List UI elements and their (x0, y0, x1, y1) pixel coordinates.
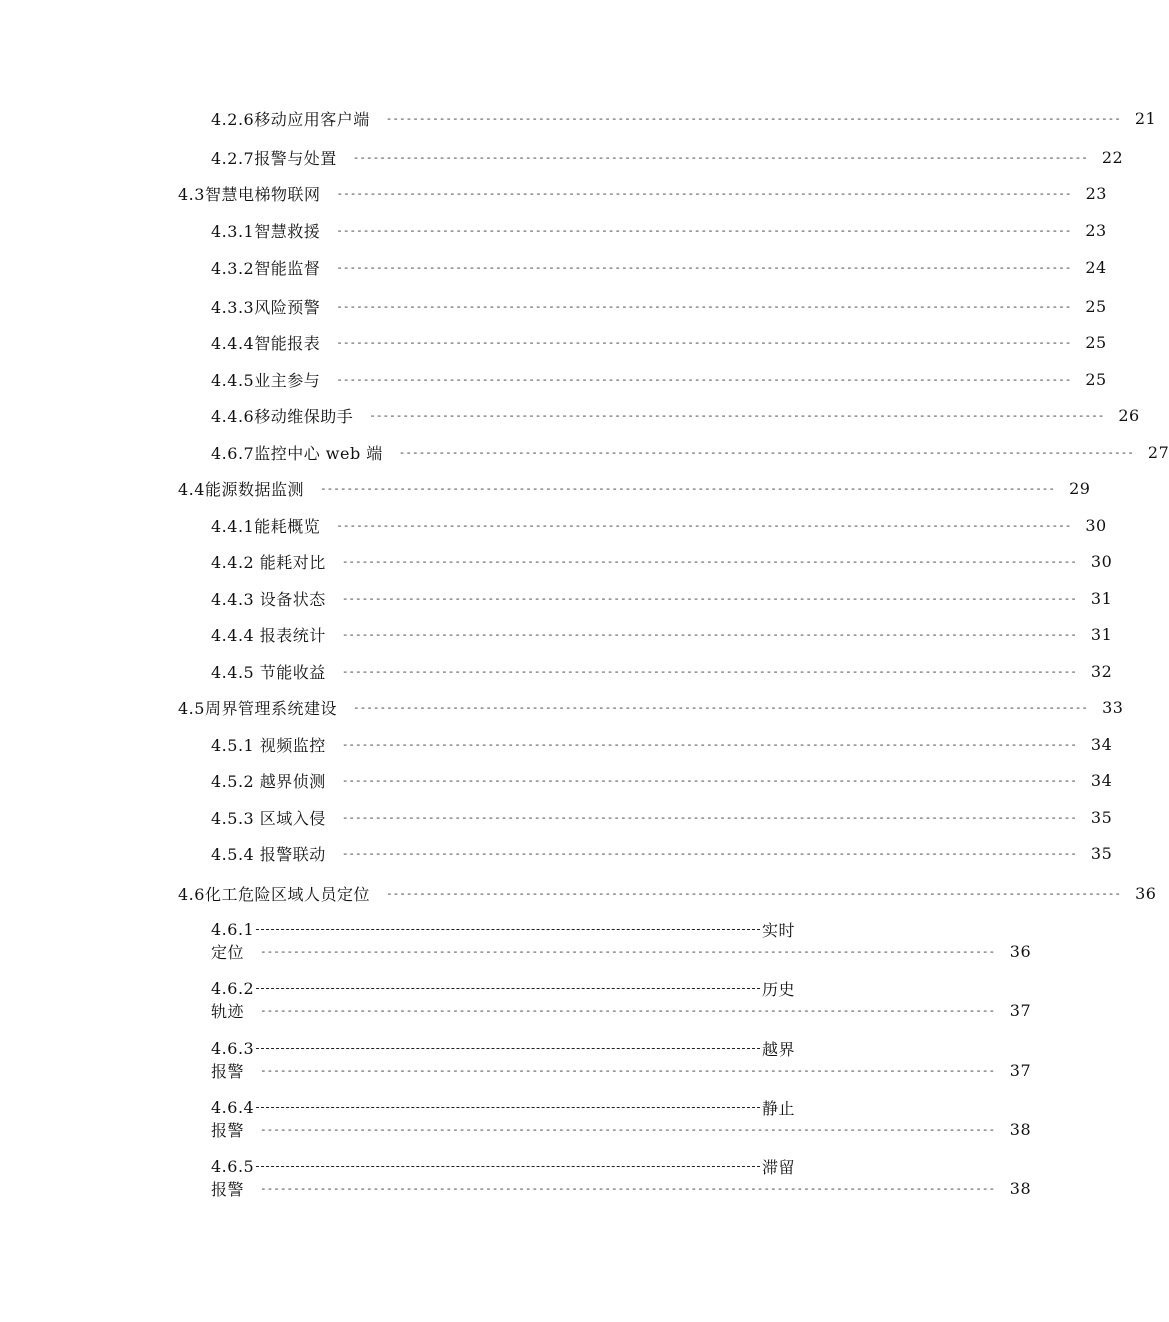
toc-page-number: 25 (1085, 332, 1107, 352)
toc-wrapped-entry[interactable] (211, 1155, 1032, 1199)
toc-page-number: 30 (1090, 551, 1113, 571)
toc-entry-title-part2: 报警 (211, 1179, 245, 1199)
toc-page-number: 35 (1090, 807, 1113, 827)
toc-leader: --------------------------------------------------------------------------------------------------------------- (336, 260, 1072, 274)
toc-entry[interactable] (211, 733, 1113, 755)
toc-leader: --------------------------------------------------------------------------------------------------------------- (336, 186, 1072, 200)
toc-page-number: 25 (1085, 369, 1107, 389)
toc-leader: --------------------------------------------------------------------------------------------------------------- (385, 111, 1121, 125)
toc-entry-title: 4.3智慧电梯物联网 (178, 184, 321, 204)
toc-leader: --------------------------------------------------------------------------------------------------------------- (336, 518, 1072, 532)
toc-entry[interactable] (211, 806, 1113, 828)
toc-leader: --------------------------------------------------------------------------------------------------------------- (260, 1122, 996, 1136)
toc-leader: --------------------------------------------------------------------------------------------------------------- (336, 335, 1072, 349)
toc-entry-title-part1: 越界 (761, 1039, 795, 1059)
toc-entry-number: 4.6.4 (211, 1097, 255, 1117)
toc-page-number: 34 (1090, 770, 1113, 790)
toc-entry-title: 4.6.7监控中心 web 端 (211, 443, 383, 463)
toc-entry[interactable] (211, 256, 1107, 278)
toc-page-number: 27 (1147, 442, 1169, 462)
toc-page-number: 34 (1090, 734, 1113, 754)
toc-leader: --------------------------------------------------------------------------------------------------------------- (385, 886, 1122, 900)
toc-page-number: 29 (1069, 478, 1091, 498)
toc-page-number: 38 (1009, 1119, 1032, 1139)
toc-entry[interactable] (211, 107, 1157, 129)
toc-entry[interactable] (211, 769, 1113, 791)
toc-leader: --------------------------------------------------------------------------------------------------------------- (341, 810, 1077, 824)
toc-entry-title: 4.6化工危险区域人员定位 (178, 884, 370, 904)
toc-page-number: 31 (1090, 588, 1113, 608)
toc-entry[interactable] (211, 623, 1113, 645)
toc-page-number: 32 (1090, 661, 1113, 681)
toc-entry-title: 4.4.1能耗概览 (211, 516, 321, 536)
toc-entry[interactable] (211, 587, 1113, 609)
toc-entry-title-part2: 报警 (211, 1061, 245, 1081)
toc-entry[interactable] (211, 404, 1140, 426)
toc-entry-title: 4.5.1 视频监控 (211, 735, 326, 755)
toc-wrapped-entry[interactable] (211, 1037, 1032, 1081)
toc-entry[interactable] (211, 514, 1107, 536)
toc-leader: --------------------------------------------------------------------------------------------------------------- (341, 737, 1077, 751)
toc-entry-title: 4.4.5 节能收益 (211, 662, 326, 682)
toc-section-entry[interactable] (178, 882, 1157, 904)
toc-leader: --------------------------------------------------------------------------------------------------------------- (352, 150, 1088, 164)
toc-entry[interactable] (211, 219, 1107, 241)
toc-leader: --------------------------------------------------------------------------------------------------------------- (260, 1063, 996, 1077)
toc-leader: --------------------------------------------------------------------------------------------------------------- (341, 773, 1077, 787)
toc-leader: --------------------------------------------------------------------------------------------------------------- (369, 408, 1105, 422)
toc-page-number: 23 (1085, 183, 1107, 203)
toc-entry-title: 4.2.6移动应用客户端 (211, 109, 370, 129)
toc-entry[interactable] (211, 368, 1107, 390)
toc-leader: --------------------------------------------------------------------------------------------------------------- (341, 664, 1077, 678)
toc-page-number: 37 (1009, 1060, 1032, 1080)
toc-entry-title-part2: 轨迹 (211, 1001, 245, 1021)
toc-leader-line (256, 988, 760, 989)
toc-entry-title-part2: 报警 (211, 1120, 245, 1140)
toc-entry-title: 4.5.3 区域入侵 (211, 808, 326, 828)
toc-page-number: 24 (1085, 257, 1107, 277)
toc-section-entry[interactable] (178, 477, 1091, 499)
toc-entry-title: 4.4能源数据监测 (178, 479, 304, 499)
toc-leader: --------------------------------------------------------------------------------------------------------------- (319, 481, 1056, 495)
toc-leader: --------------------------------------------------------------------------------------------------------------- (260, 1003, 996, 1017)
toc-leader: --------------------------------------------------------------------------------------------------------------- (341, 627, 1077, 641)
toc-entry-title: 4.3.1智慧救援 (211, 221, 321, 241)
toc-entry-title: 4.5周界管理系统建设 (178, 698, 337, 718)
toc-entry-title: 4.4.4智能报表 (211, 333, 321, 353)
toc-leader-line (256, 1166, 760, 1167)
toc-entry[interactable] (211, 550, 1113, 572)
toc-wrapped-entry[interactable] (211, 1096, 1032, 1140)
toc-wrapped-entry[interactable] (211, 977, 1032, 1021)
toc-page-number: 33 (1102, 697, 1124, 717)
toc-page-number: 38 (1009, 1178, 1032, 1198)
toc-entry-title: 4.4.2 能耗对比 (211, 552, 326, 572)
toc-entry[interactable] (211, 295, 1107, 317)
toc-page-number: 36 (1009, 941, 1032, 961)
toc-entry-title: 4.4.4 报表统计 (211, 625, 326, 645)
toc-page-number: 22 (1101, 147, 1124, 167)
toc-page-number: 31 (1090, 624, 1113, 644)
toc-entry[interactable] (211, 441, 1169, 463)
toc-page-number: 37 (1009, 1000, 1032, 1020)
toc-page-number: 21 (1134, 108, 1157, 128)
toc-entry-number: 4.6.2 (211, 978, 255, 998)
toc-entry-title-part1: 静止 (761, 1098, 795, 1118)
toc-leader: --------------------------------------------------------------------------------------------------------------- (341, 846, 1077, 860)
toc-entry-title-part1: 滞留 (761, 1157, 795, 1177)
toc-page-number: 26 (1118, 405, 1140, 425)
toc-entry-title: 4.4.6移动维保助手 (211, 406, 354, 426)
toc-page-number: 36 (1135, 883, 1157, 903)
toc-entry-title: 4.4.3 设备状态 (211, 589, 326, 609)
toc-entry-title: 4.3.2智能监督 (211, 258, 321, 278)
toc-leader: --------------------------------------------------------------------------------------------------------------- (398, 445, 1134, 459)
toc-entry-title: 4.5.2 越界侦测 (211, 771, 326, 791)
toc-leader: --------------------------------------------------------------------------------------------------------------- (336, 372, 1072, 386)
toc-leader-line (256, 1107, 760, 1108)
toc-section-entry[interactable] (178, 696, 1124, 718)
toc-page-number: 25 (1085, 296, 1107, 316)
toc-entry-title-part1: 实时 (761, 920, 795, 940)
toc-leader: --------------------------------------------------------------------------------------------------------------- (336, 223, 1072, 237)
toc-entry-title: 4.3.3风险预警 (211, 297, 321, 317)
toc-wrapped-entry[interactable] (211, 918, 1032, 962)
toc-leader-line (256, 1048, 760, 1049)
toc-leader-line (256, 929, 760, 930)
toc-entry-number: 4.6.3 (211, 1038, 255, 1058)
toc-section-entry[interactable] (178, 182, 1107, 204)
toc-leader: --------------------------------------------------------------------------------------------------------------- (260, 944, 996, 958)
toc-entry-title-part1: 历史 (761, 979, 795, 999)
toc-entry-number: 4.6.5 (211, 1156, 255, 1176)
toc-leader: --------------------------------------------------------------------------------------------------------------- (341, 554, 1077, 568)
toc-entry-title: 4.2.7报警与处置 (211, 148, 337, 168)
toc-entry-title: 4.4.5业主参与 (211, 370, 321, 390)
toc-page-number: 23 (1085, 220, 1107, 240)
toc-entry[interactable] (211, 146, 1124, 168)
toc-leader: --------------------------------------------------------------------------------------------------------------- (352, 700, 1089, 714)
toc-leader: --------------------------------------------------------------------------------------------------------------- (260, 1181, 996, 1195)
toc-entry[interactable] (211, 660, 1113, 682)
toc-entry[interactable] (211, 842, 1113, 864)
toc-leader: --------------------------------------------------------------------------------------------------------------- (336, 299, 1072, 313)
toc-entry[interactable] (211, 331, 1107, 353)
toc-leader: --------------------------------------------------------------------------------------------------------------- (341, 591, 1077, 605)
toc-entry-title: 4.5.4 报警联动 (211, 844, 326, 864)
toc-entry-number: 4.6.1 (211, 919, 255, 939)
toc-entry-title-part2: 定位 (211, 942, 245, 962)
toc-page-number: 30 (1085, 515, 1107, 535)
toc-page-number: 35 (1090, 843, 1113, 863)
